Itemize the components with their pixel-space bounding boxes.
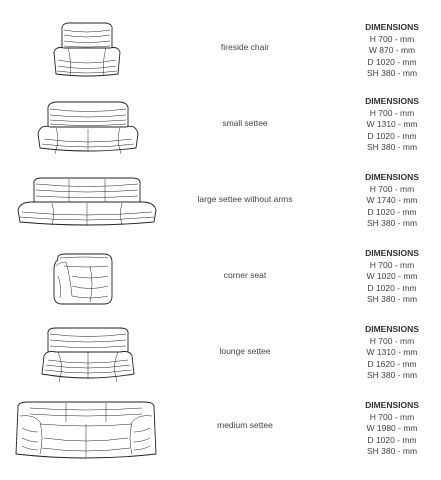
lounge-settee-drawing [0,312,160,387]
dimension-height: H 700 - mm [369,259,415,270]
product-name: corner seat [223,270,267,280]
dimension-width: W 1310 - mm [366,347,418,357]
product-name: small settee [222,118,268,128]
product-name: lounge settee [219,346,271,356]
medium-settee-drawing [0,388,160,463]
dimension-depth: D 1020 - mm [367,282,417,293]
dimensions-block [358,22,426,80]
dimension-width: W 1980 - mm [366,423,418,433]
dimension-width: W 1020 - mm [366,271,418,281]
dimension-seat-height: SH 380 - mm [366,370,418,380]
dimension-width: W 1740 - mm [366,195,418,205]
product-row-large-settee [0,160,441,235]
large-settee-drawing [0,160,160,235]
dimension-depth: D 1020 - mm [367,130,417,141]
dimensions-heading: DIMENSIONS [365,96,419,106]
dimensions-block [358,172,426,230]
dimension-height: H 700 - mm [369,107,415,118]
dimensions-heading: DIMENSIONS [365,172,419,182]
dimensions-block [358,324,426,382]
dimensions-heading: DIMENSIONS [365,324,419,334]
dimension-width: W 1310 - mm [366,119,418,129]
dimension-seat-height: SH 380 - mm [366,218,418,228]
fireside-chair-drawing [0,8,160,83]
product-row-fireside-chair [0,8,441,83]
dimensions-block [358,96,426,154]
dimensions-block [358,400,426,458]
dimension-seat-height: SH 380 - mm [366,294,418,304]
dimension-seat-height: SH 380 - mm [366,142,418,152]
dimension-width: W 870 - mm [368,45,416,55]
product-name: medium settee [217,420,273,430]
dimension-seat-height: SH 380 - mm [366,68,418,78]
dimension-depth: D 1620 - mm [367,358,417,369]
dimensions-block [358,248,426,306]
dimension-depth: D 1020 - mm [367,434,417,445]
product-name: large settee without arms [197,194,293,204]
small-settee-drawing [0,84,160,159]
dimensions-heading: DIMENSIONS [365,400,419,410]
dimension-height: H 700 - mm [369,335,415,346]
dimension-depth: D 1020 - mm [367,56,417,67]
dimension-depth: D 1020 - mm [367,206,417,217]
dimension-height: H 700 - mm [369,411,415,422]
product-row-lounge-settee [0,312,441,387]
product-name: fireside chair [220,42,270,52]
dimension-seat-height: SH 380 - mm [366,446,418,456]
dimensions-heading: DIMENSIONS [365,22,419,32]
product-row-medium-settee [0,388,441,463]
product-row-corner-seat [0,236,441,311]
dimension-height: H 700 - mm [369,33,415,44]
dimensions-heading: DIMENSIONS [365,248,419,258]
dimension-height: H 700 - mm [369,183,415,194]
corner-seat-drawing [0,236,160,311]
product-row-small-settee [0,84,441,159]
